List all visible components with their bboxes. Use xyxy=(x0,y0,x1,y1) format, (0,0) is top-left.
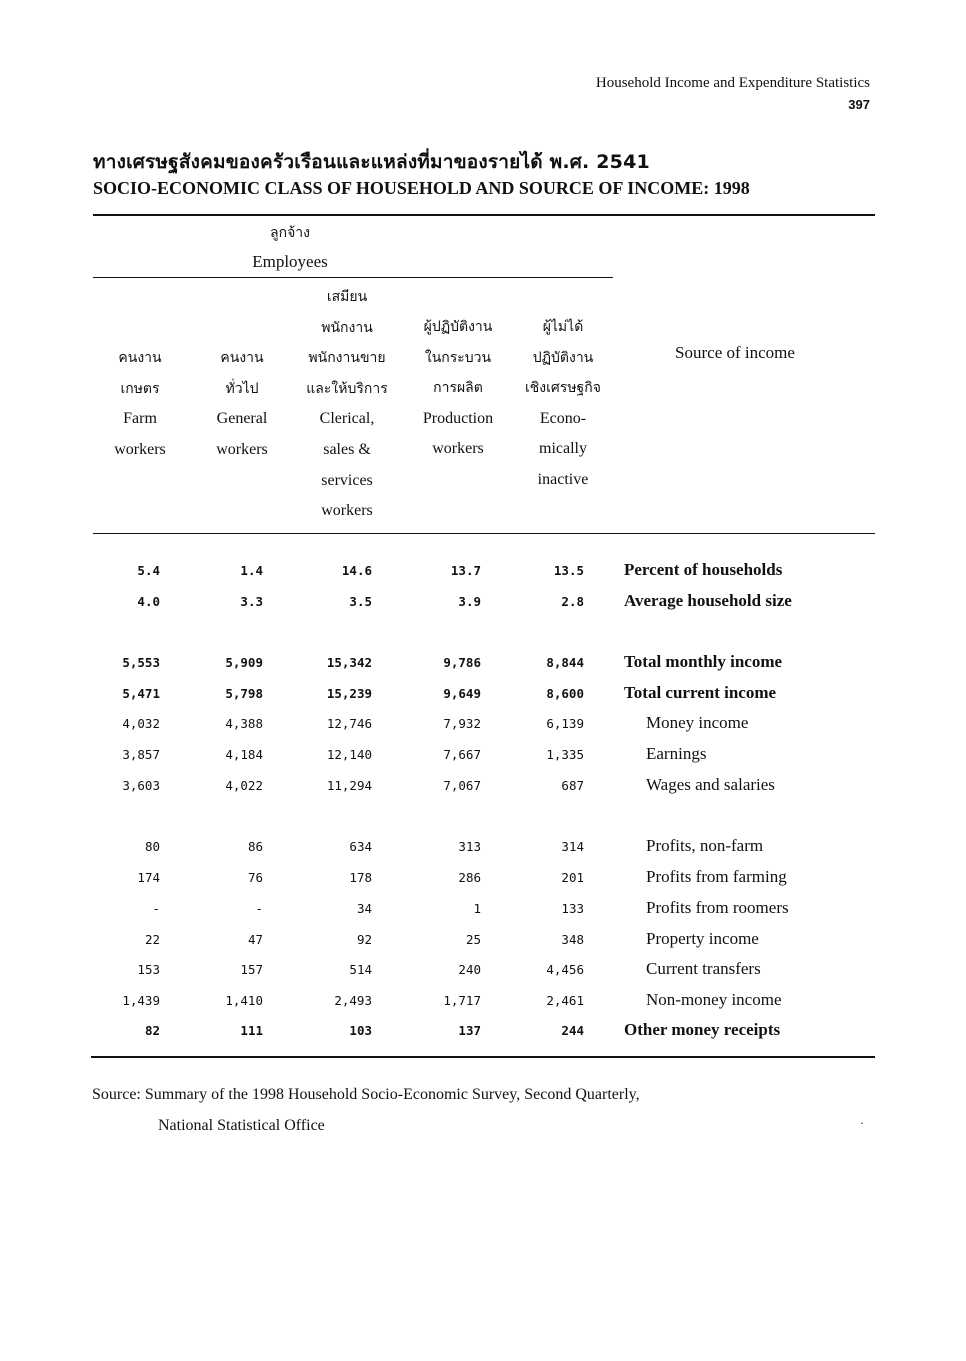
cell: 12,746 xyxy=(326,716,372,731)
col-header-line: Econo- xyxy=(539,409,587,427)
table-top-rule xyxy=(93,214,875,216)
cell: 3.3 xyxy=(240,594,263,609)
row-label: Total current income xyxy=(624,683,777,702)
col-header-line: ผู้ไม่ได้ xyxy=(542,319,584,335)
cell: 634 xyxy=(349,839,372,854)
cell: 4,388 xyxy=(225,716,263,731)
cell: 86 xyxy=(247,839,263,854)
col-header-production-workers xyxy=(403,312,513,465)
source-note-line: Source: Summary of the 1998 Household Socio-Economic Survey, Second Quarterly, xyxy=(92,1086,640,1103)
cell: - xyxy=(152,901,160,916)
cell: 15,239 xyxy=(326,686,372,701)
cell: 34 xyxy=(356,901,372,916)
table-row xyxy=(0,588,966,618)
cell: 8,600 xyxy=(546,686,584,701)
cell: 1,335 xyxy=(546,747,584,762)
running-head-title: Household Income and Expenditure Statistics xyxy=(595,75,870,91)
col-header-line: mically xyxy=(539,440,587,458)
cell: 47 xyxy=(247,932,263,947)
table-row xyxy=(0,680,966,710)
col-header-line: ทั่วไป xyxy=(225,380,259,397)
cell: 1,717 xyxy=(443,993,481,1008)
cell: 22 xyxy=(144,932,160,947)
title-english: SOCIO-ECONOMIC CLASS OF HOUSEHOLD AND SOURCE OF INCOME: 1998 xyxy=(93,178,750,198)
cell: 244 xyxy=(561,1023,584,1038)
cell: 8,844 xyxy=(546,655,584,670)
table-row xyxy=(0,864,966,894)
row-label: Money income xyxy=(646,713,749,732)
cell: 174 xyxy=(137,870,160,885)
col-header-line: General xyxy=(216,410,268,428)
cell: 7,932 xyxy=(443,716,481,731)
cell: 1,410 xyxy=(225,993,263,1008)
cell: 314 xyxy=(561,839,584,854)
col-header-line: workers xyxy=(216,440,268,458)
row-label: Other money receipts xyxy=(624,1020,781,1039)
cell: 3.9 xyxy=(458,594,481,609)
col-header-line: เชิงเศรษฐกิจ xyxy=(525,380,601,397)
row-label: Property income xyxy=(646,929,759,948)
cell: 3,857 xyxy=(122,747,160,762)
group-header-english: Employees xyxy=(252,252,328,271)
cell: 6,139 xyxy=(546,716,584,731)
col-header-line: workers xyxy=(114,440,166,458)
cell: 103 xyxy=(349,1023,372,1038)
cell: 1,439 xyxy=(122,993,160,1008)
cell: 9,649 xyxy=(443,686,481,701)
col-header-line: workers xyxy=(432,440,484,458)
cell: 286 xyxy=(458,870,481,885)
source-note xyxy=(92,1079,640,1141)
cell: 111 xyxy=(240,1023,263,1038)
row-label: Average household size xyxy=(624,591,792,610)
cell: 1.4 xyxy=(240,563,263,578)
cell: 5,553 xyxy=(122,655,160,670)
row-label: Profits, non-farm xyxy=(646,836,764,855)
col-header-line: Farm xyxy=(123,410,157,428)
table-bottom-rule xyxy=(91,1056,875,1058)
col-header-line: คนงาน xyxy=(118,350,162,366)
header-bottom-rule xyxy=(93,533,875,534)
col-header-line: เกษตร xyxy=(120,380,160,397)
page-number: 397 xyxy=(848,97,870,112)
title-thai: ทางเศรษฐสังคมของครัวเรือนและแหล่งที่มาของรายได้ พ.ศ. 2541 xyxy=(93,151,650,173)
cell: 240 xyxy=(458,962,481,977)
col-header-line: ในกระบวน xyxy=(424,349,492,366)
cell: 5.4 xyxy=(137,563,160,578)
cell: 76 xyxy=(247,870,263,885)
table-row xyxy=(0,649,966,679)
col-header-line: คนงาน xyxy=(220,350,264,366)
table-row xyxy=(0,1017,966,1047)
col-header-line: sales & xyxy=(323,440,371,458)
group-rule xyxy=(93,277,613,278)
table-row xyxy=(0,833,966,863)
col-header-farm-workers xyxy=(85,343,195,465)
table-row xyxy=(0,895,966,925)
cell: 201 xyxy=(561,870,584,885)
cell: 11,294 xyxy=(326,778,372,793)
col-header-line: ปฏิบัติงาน xyxy=(532,349,594,366)
cell: 4,022 xyxy=(225,778,263,793)
col-header-line: services xyxy=(321,471,373,489)
cell: 133 xyxy=(561,901,584,916)
cell: 4,456 xyxy=(546,962,584,977)
row-label: Earnings xyxy=(646,744,707,763)
cell: 313 xyxy=(458,839,481,854)
cell: 514 xyxy=(349,962,372,977)
col-header-line: พนักงาน xyxy=(321,319,373,336)
col-header-line: การผลิต xyxy=(433,380,483,397)
row-label: Wages and salaries xyxy=(646,775,775,794)
col-header-economically-inactive xyxy=(508,312,618,496)
cell: 4.0 xyxy=(137,594,160,609)
cell: 2,461 xyxy=(546,993,584,1008)
row-label: Current transfers xyxy=(646,959,761,978)
row-label: Non-money income xyxy=(646,990,782,1009)
col-header-line: inactive xyxy=(537,470,589,488)
cell: 9,786 xyxy=(443,655,481,670)
group-header-thai: ลูกจ้าง xyxy=(270,225,310,241)
cell: 13.5 xyxy=(553,563,584,578)
cell: 1 xyxy=(473,901,481,916)
running-head xyxy=(596,72,870,116)
col-header-line: ผู้ปฏิบัติงาน xyxy=(423,319,493,335)
row-label: Profits from farming xyxy=(646,867,787,886)
col-header-general-workers xyxy=(187,343,297,465)
row-label: Percent of households xyxy=(624,560,783,579)
source-note-line: National Statistical Office xyxy=(158,1117,325,1134)
cell: 7,667 xyxy=(443,747,481,762)
table-row xyxy=(0,772,966,802)
row-label: Profits from roomers xyxy=(646,898,789,917)
cell: 80 xyxy=(144,839,160,854)
col-header-line: เสมียน xyxy=(326,289,368,305)
cell: 25 xyxy=(465,932,481,947)
cell: 5,471 xyxy=(122,686,160,701)
cell: 2,493 xyxy=(334,993,372,1008)
cell: - xyxy=(255,901,263,916)
cell: 92 xyxy=(356,932,372,947)
cell: 4,184 xyxy=(225,747,263,762)
cell: 348 xyxy=(561,932,584,947)
cell: 4,032 xyxy=(122,716,160,731)
col-header-line: workers xyxy=(321,502,373,520)
cell: 178 xyxy=(349,870,372,885)
cell: 3,603 xyxy=(122,778,160,793)
col-header-line: พนักงานขาย xyxy=(308,350,386,367)
cell: 15,342 xyxy=(326,655,372,670)
col-header-clerical-workers xyxy=(292,282,402,527)
cell: 157 xyxy=(240,962,263,977)
table-row xyxy=(0,956,966,986)
col-header-line: Clerical, xyxy=(319,410,375,428)
cell: 82 xyxy=(144,1023,160,1038)
col-header-line: และให้บริการ xyxy=(306,380,388,397)
table-row xyxy=(0,987,966,1017)
cell: 12,140 xyxy=(326,747,372,762)
cell: 5,798 xyxy=(225,686,263,701)
table-row xyxy=(0,557,966,587)
cell: 13.7 xyxy=(450,563,481,578)
row-label: Total monthly income xyxy=(624,652,783,671)
cell: 14.6 xyxy=(341,563,372,578)
cell: 137 xyxy=(458,1023,481,1038)
cell: 5,909 xyxy=(225,655,263,670)
stray-mark: · xyxy=(860,1116,864,1130)
cell: 3.5 xyxy=(349,594,372,609)
table-row xyxy=(0,926,966,956)
col-header-line: Production xyxy=(422,409,494,427)
table-row xyxy=(0,710,966,740)
cell: 2.8 xyxy=(561,594,584,609)
cell: 7,067 xyxy=(443,778,481,793)
cell: 687 xyxy=(561,778,584,793)
source-of-income-header: Source of income xyxy=(675,343,795,362)
cell: 153 xyxy=(137,962,160,977)
table-row xyxy=(0,741,966,771)
